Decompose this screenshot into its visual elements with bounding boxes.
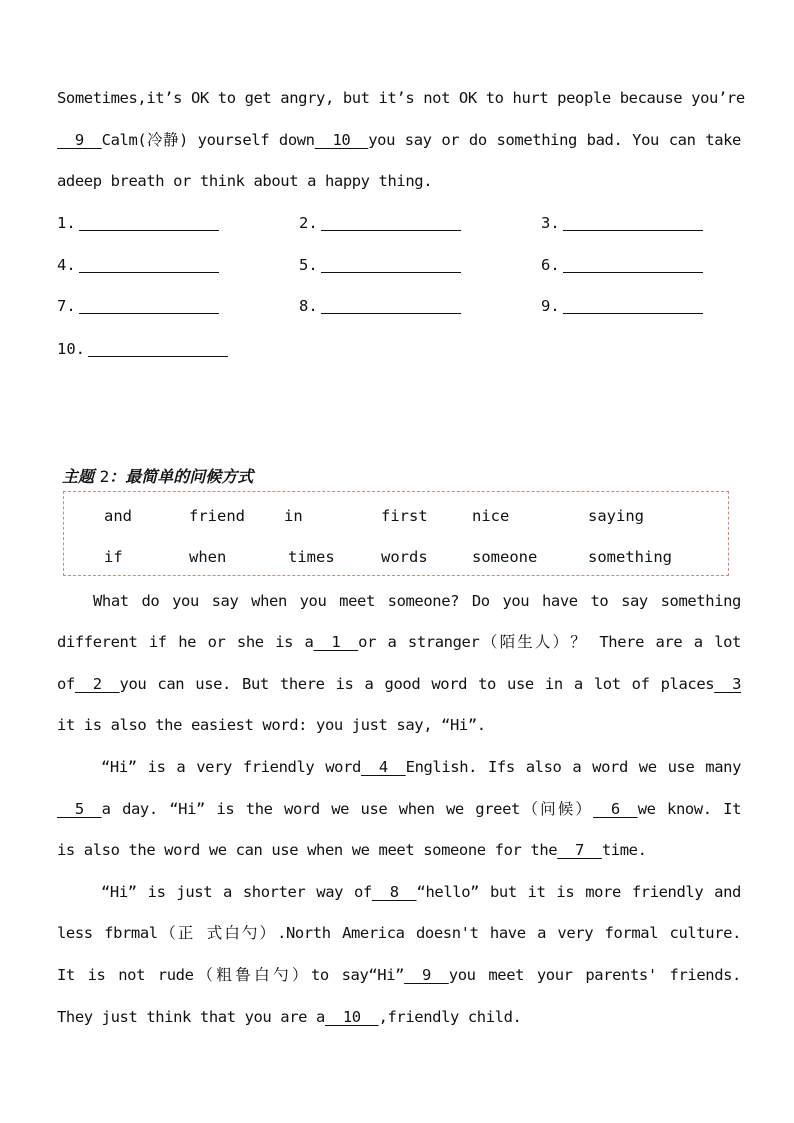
answer-9 [541, 296, 703, 316]
passage1-text: Calm(冷静) yourself down [101, 131, 315, 149]
answer-label: 9. [541, 297, 560, 315]
passage2-line [101, 757, 741, 777]
blank-10: 10 [324, 1008, 379, 1026]
topic2-heading [62, 464, 253, 487]
answer-label: 8. [299, 297, 318, 315]
passage2-text: of [57, 675, 75, 693]
answer-8 [299, 296, 461, 316]
word-bank-item: words [381, 548, 428, 566]
passage2-line [101, 882, 741, 902]
answer-label: 3. [541, 214, 560, 232]
word-bank-item: friend [189, 507, 245, 525]
passage2-line [57, 840, 741, 860]
answer-label: 4. [57, 256, 76, 274]
answer-3 [541, 213, 703, 233]
answer-1 [57, 213, 219, 233]
word-bank-item: and [104, 507, 132, 525]
passage2-text: It is not rude（粗鲁白勺）to say“Hi” [57, 966, 405, 984]
word-bank-box [63, 491, 729, 576]
answer-line [321, 271, 461, 273]
blank-9: 9 [57, 131, 102, 149]
answer-line [88, 355, 228, 357]
answer-10 [57, 339, 228, 359]
answer-label: 1. [57, 214, 76, 232]
answer-label: 6. [541, 256, 560, 274]
word-bank-item: times [288, 548, 335, 566]
answer-line [79, 271, 219, 273]
heading-number: 2 [99, 467, 110, 486]
passage2-line [57, 632, 741, 652]
passage2-text: you meet your parents' friends. [448, 966, 741, 984]
passage2-text: English. Ifs also a word we use many [405, 758, 742, 776]
passage2-text: we know. It [637, 800, 741, 818]
passage2-text: “hello” but it is more friendly and [416, 883, 741, 901]
blank-3: 3 [714, 675, 741, 693]
blank-10: 10 [314, 131, 369, 149]
passage2-text: is also the word we can use when we meet someone for the [57, 841, 558, 859]
passage2-text: They just think that you are a [57, 1008, 325, 1026]
blank-6: 6 [593, 800, 638, 818]
answer-label: 2. [299, 214, 318, 232]
answer-label: 5. [299, 256, 318, 274]
passage2-text: “Hi” is a very friendly word [101, 758, 361, 776]
word-bank-item: something [588, 548, 672, 566]
answer-4 [57, 255, 219, 275]
word-bank-item: when [189, 548, 227, 566]
passage2-text: or a stranger（陌生人）？ There are a lot [358, 633, 741, 651]
answer-line [321, 312, 461, 314]
word-bank-item: in [284, 507, 303, 525]
answer-line [563, 229, 703, 231]
blank-9: 9 [404, 966, 449, 984]
blank-4: 4 [360, 758, 406, 776]
passage2-line [57, 674, 741, 694]
passage1-text: you say or do something bad. You can take [368, 131, 741, 149]
answer-label: 7. [57, 297, 76, 315]
answer-line [563, 312, 703, 314]
blank-2: 2 [74, 675, 120, 693]
word-bank-item: nice [472, 507, 510, 525]
passage2-line [57, 799, 741, 819]
answer-line [563, 271, 703, 273]
word-bank-item: if [104, 548, 123, 566]
heading-title: ：最简单的问候方式 [109, 467, 254, 486]
passage2-line [57, 1007, 741, 1027]
blank-1: 1 [313, 633, 359, 651]
passage1-line2 [57, 130, 741, 150]
blank-5: 5 [57, 800, 102, 818]
passage2-line [57, 965, 741, 985]
answer-line [79, 229, 219, 231]
passage2-text: ,friendly child. [378, 1008, 522, 1026]
passage2-text: you can use. But there is a good word to use in a lot of places [119, 675, 715, 693]
passage2-text: time. [601, 841, 647, 859]
passage2-text: “Hi” is just a shorter way of [101, 883, 372, 901]
passage1-line1: Sometimes,it’s OK to get angry, but it’s not OK to hurt people because you’re [57, 89, 745, 107]
word-bank-item: first [381, 507, 428, 525]
answer-line [321, 229, 461, 231]
answer-6 [541, 255, 703, 275]
heading-label: 主题 [62, 467, 95, 486]
passage2-text: a day. “Hi” is the word we use when we greet（问候） [101, 800, 594, 818]
blank-8: 8 [371, 883, 417, 901]
passage1-line3: adeep breath or think about a happy thing. [57, 172, 433, 190]
answer-7 [57, 296, 219, 316]
passage2-line: What do you say when you meet someone? Do you have to say something [93, 592, 741, 610]
word-bank-item: saying [588, 507, 644, 525]
blank-7: 7 [557, 841, 602, 859]
answer-5 [299, 255, 461, 275]
passage2-text: different if he or she is a [57, 633, 314, 651]
word-bank-item: someone [472, 548, 538, 566]
passage2-line: less fbrmal（正 式白勺）.North America doesn't have a very formal culture. [57, 924, 741, 942]
answer-label: 10. [57, 340, 85, 358]
answer-2 [299, 213, 461, 233]
passage2-line: it is also the easiest word: you just say, “Hi”. [57, 716, 486, 734]
answer-line [79, 312, 219, 314]
